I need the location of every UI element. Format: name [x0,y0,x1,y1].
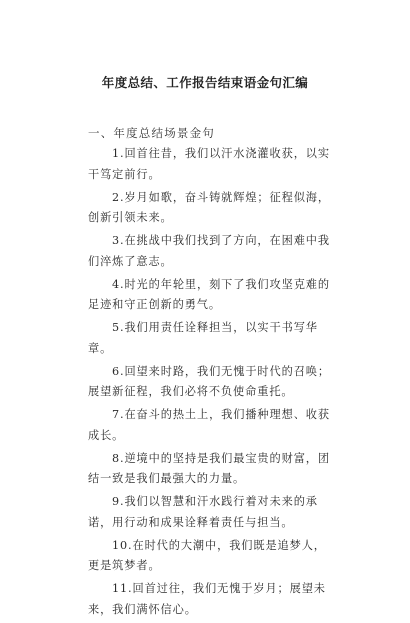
list-item: 1.回首往昔，我们以汗水浇灌收获，以实干笃定前行。 [88,147,330,181]
section-heading: 一、年度总结场景金句 [88,126,215,140]
item-list [88,144,333,623]
list-item: 6.回望来时路，我们无愧于时代的召唤；展望新征程，我们必将不负使命重托。 [88,364,330,398]
list-item: 3.在挑战中我们找到了方向，在困难中我们淬炼了意志。 [88,234,330,268]
document-title: 年度总结、工作报告结束语金句汇编 [101,75,309,90]
list-item: 8.逆境中的坚持是我们最宝贵的财富，团结一致是我们最强大的力量。 [88,451,330,485]
list-item: 2.岁月如歌，奋斗铸就辉煌；征程似海，创新引领未来。 [88,190,330,224]
list-item: 11.回首过往，我们无愧于岁月；展望未来，我们满怀信心。 [88,582,326,616]
list-item: 4.时光的年轮里，刻下了我们攻坚克难的足迹和守正创新的勇气。 [88,277,330,311]
list-item: 5.我们用责任诠释担当，以实干书写华章。 [88,321,318,355]
list-item: 7.在奋斗的热土上，我们播种理想、收获成长。 [88,408,330,442]
list-item: 10.在时代的大潮中，我们既是追梦人，更是筑梦者。 [88,538,326,572]
list-item: 9.我们以智慧和汗水践行着对未来的承诺，用行动和成果诠释着责任与担当。 [88,495,318,529]
